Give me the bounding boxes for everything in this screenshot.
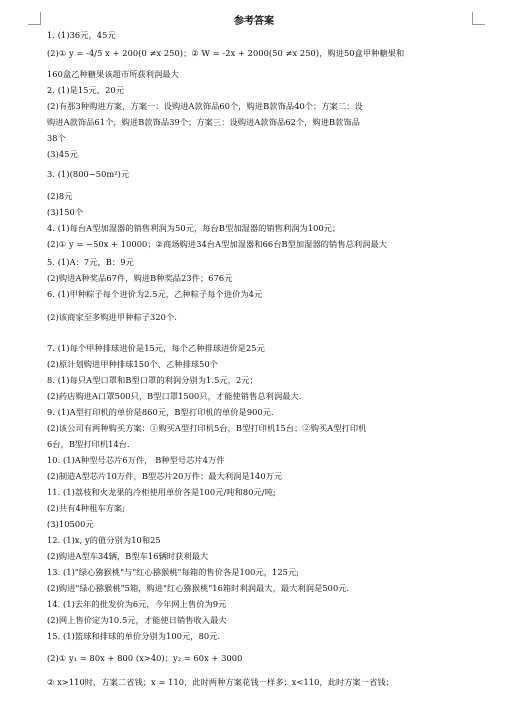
answer-line: (2)药店购进A口罩500只，B型口罩1500只，才能使销售总利润最大. (47, 391, 302, 401)
answer-line: (2)该商家至多购进甲种粽子320个. (47, 312, 177, 322)
answer-line: 6台，B型打印机14台. (47, 439, 130, 449)
answer-line: ② x>110时，方案二省钱；x = 110，此时两种方案花钱一样多；x<110，此时方案一省钱； (47, 677, 394, 687)
answer-line: (2)① y = −50x + 10000；②商场购进34台A型加湿器和66台B型加湿器的销售总利润最大 (47, 239, 388, 249)
answer-line: 购进A款饰品61个，购进B款饰品39个；方案三：设购进A款饰品62个，购进B款饰品 (47, 117, 361, 127)
answer-line: 6. (1)甲种粽子每个进价为2.5元，乙种粽子每个进价为4元 (47, 289, 263, 299)
answer-line: (2)原计划购进甲种排球150个、乙种排球50个 (47, 359, 219, 369)
answer-line: 15. (1)篮球和排球的单价分别为100元，80元. (47, 631, 221, 641)
answer-line: (2)① y₁ = 80x + 800 (x>40)；y₂ = 60x + 3000 (47, 653, 243, 663)
answer-line: (2)有那3种购进方案，方案一：设购进A款饰品60个，购进B款饰品40个；方案二：设 (47, 101, 363, 111)
answer-line: (2)购进A型车34辆，B型车16辆时获利最大 (47, 551, 209, 561)
answer-line: 160盒乙种糖果该超市所获利润最大 (47, 69, 179, 79)
answer-line: (3)150个 (47, 207, 84, 217)
answer-line: (2)共有4种租车方案; (47, 503, 126, 513)
answer-line: 12. (1)x, y的值分别为10和25 (47, 535, 161, 545)
answer-line: 14. (1)去年的批发价为6元，今年网上售价为9元 (47, 599, 227, 609)
answer-line: 2. (1)是15元，20元 (47, 85, 124, 95)
answer-line: 38个 (47, 133, 66, 143)
answer-line: (2)网上售价定为10.5元，才能使日销售收入最大 (47, 615, 227, 625)
answer-line: (2)制造A型芯片10万件，B型芯片20万件；最大利润是140万元 (47, 471, 283, 481)
answer-line: (2)8元 (47, 191, 73, 201)
answer-line: 7. (1)每个甲种排球进价是15元，每个乙种排球进价是25元 (47, 343, 265, 353)
answer-line: 5. (1)A：7元，B：9元 (47, 257, 134, 267)
answer-line: 13. (1)"绿心猕猴桃"与"红心猕猴桃"每箱的售价各是100元，125元; (47, 567, 300, 577)
answer-line: 10. (1)A种型号芯片6万件， B种型号芯片4万件 (47, 455, 225, 465)
answer-line: (2)① y = -4/5 x + 200(0 ≠x 250)；② W = -2x + 2000(50 ≠x 250)，购进50盒甲种糖果和 (47, 48, 405, 58)
answer-line: (2)购进A种奖品67件，购进B种奖品23件；676元 (47, 273, 233, 283)
answer-line: (3)10500元 (47, 519, 94, 529)
answer-line: 11. (1)荔枝和火龙果的冷柜使用单价各是100元/吨和80元/吨; (47, 487, 276, 497)
answer-line: 9. (1)A型打印机的单价是860元，B型打印机的单价是900元. (47, 407, 274, 417)
page-title: 参考答案 (234, 16, 274, 27)
answer-line: (3)45元 (47, 149, 78, 159)
answer-line: 1. (1)36元，45元 (47, 30, 116, 40)
answer-line: 4. (1)每台A型加湿器的销售利润为50元，每台B型加湿器的销售利润为100元； (47, 223, 341, 233)
answer-line: 8. (1)每只A型口罩和B型口罩的利润分别为1.5元，2元； (47, 375, 258, 385)
answer-line: 3. (1)(800−50m²)元 (47, 169, 130, 179)
answer-line: (2)购进"绿心猕猴桃"5箱，购进"红心猕猴桃"16箱时利润最大，最大利润是500元. (47, 583, 350, 593)
answer-line: (2)该公司有两种购买方案：①购买A型打印机5台，B型打印机15台；②购买A型打印机 (47, 423, 367, 433)
